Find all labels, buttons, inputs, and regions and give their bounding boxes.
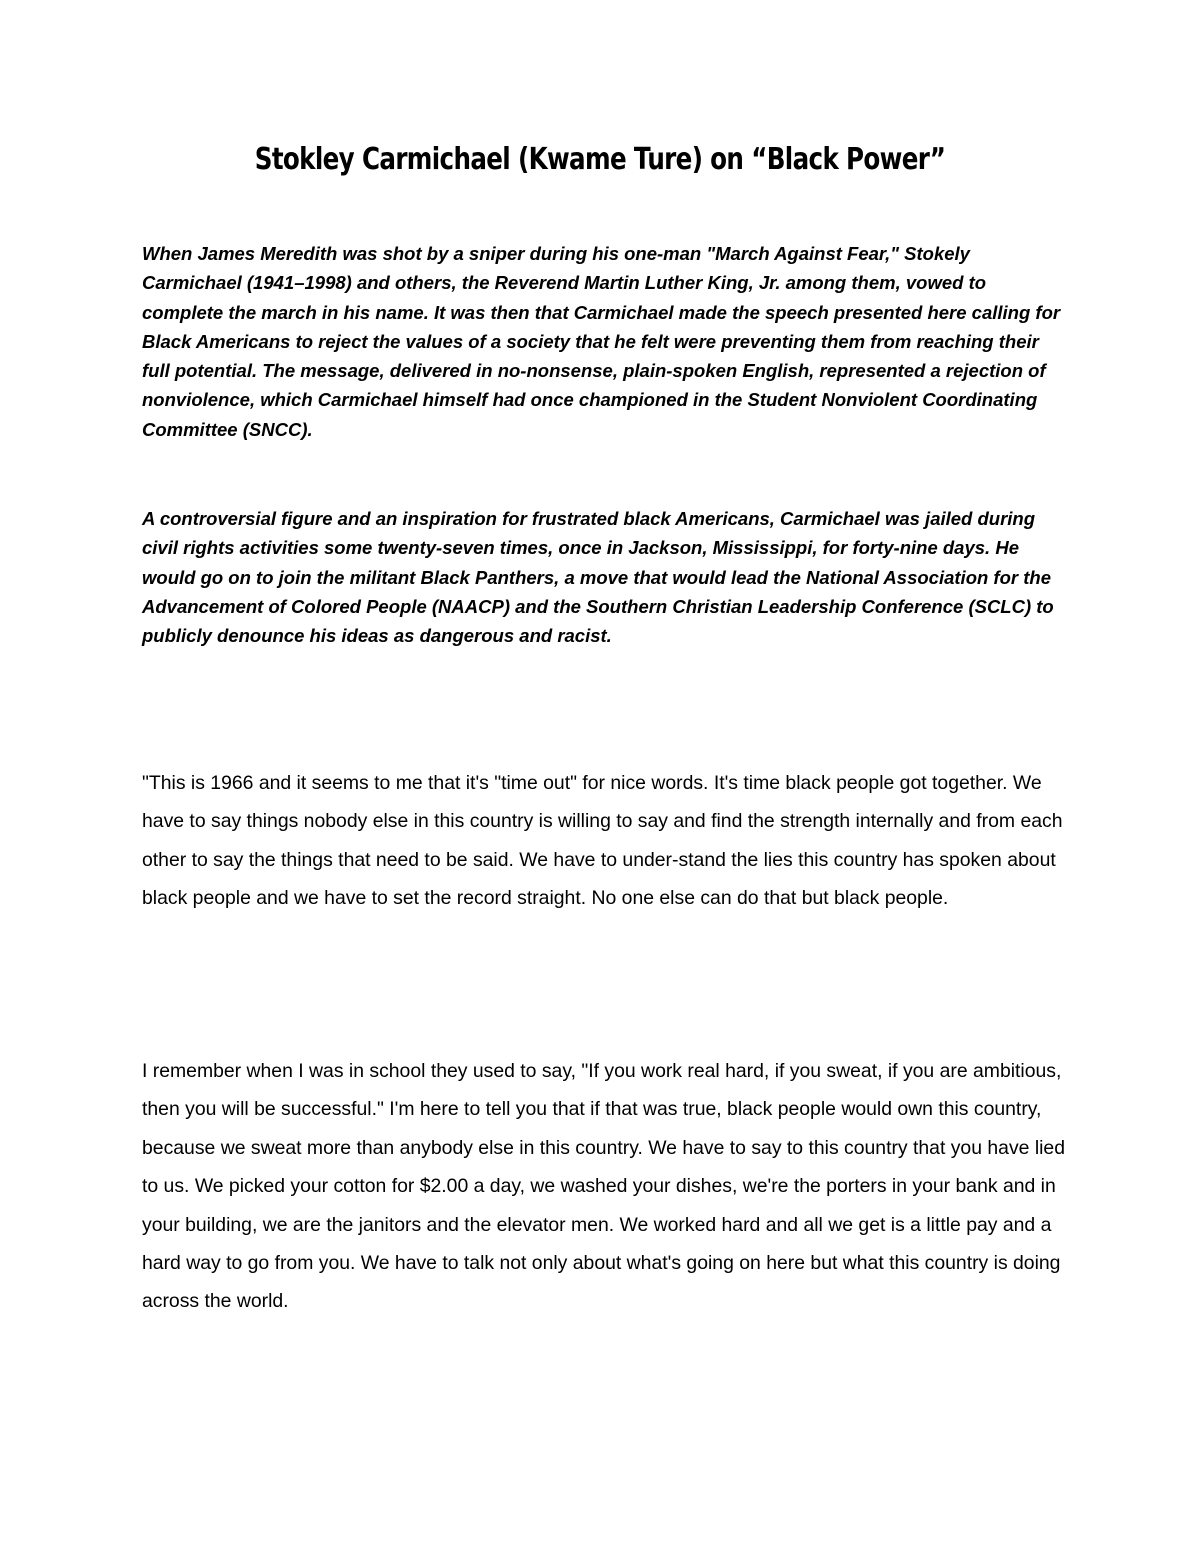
intro-paragraph-meredith: When James Meredith was shot by a sniper during his one-man "March Against Fear," Stokely Carmichael (1941–1998) and others, the Reverend Martin Luther King, Jr. among them, vowed to complete the march in his name. It was then that Carmichael made the speech presented here calling for Black Americans to reject the values of a society that he felt were preventing them from reaching their full potential. The message, delivered in no-nonsense, plain-spoken English, represented a rejection of nonviolence, which Carmichael himself had once championed in the Student Nonviolent Coordinating Committee (SNCC).	[142, 243, 1061, 440]
document-title: Stokley Carmichael (Kwame Ture) on “Black Power”	[254, 142, 946, 177]
speech-paragraph-school: I remember when I was in school they used to say, "If you work real hard, if you sweat, if you are ambitious, then you will be successful." I'm here to tell you that if that was true, black people would own this country, because we sweat more than anybody else in this country. We have to say to this country that you have lied to us. We picked your cotton for $2.00 a day, we washed your dishes, we're the porters in your bank and in your building, we are the janitors and the elevator men. We worked hard and all we get is a little pay and a hard way to go from you. We have to talk not only about what's going on here but what this country is doing across the world.	[142, 1060, 1066, 1313]
intro-paragraph-controversy: A controversial figure and an inspiration for frustrated black Americans, Carmichael was jailed during civil rights activities some twenty-seven times, once in Jackson, Mississippi, for forty-nine days. He would go on to join the militant Black Panthers, a move that would lead the National Association for the Advancement of Colored People (NAACP) and the Southern Christian Leadership Conference (SCLC) to publicly denounce his ideas as dangerous and racist.	[142, 508, 1054, 647]
speech-paragraph-time-out: "This is 1966 and it seems to me that it's "time out" for nice words. It's time black people got together. We have to say things nobody else in this country is willing to say and find the strength internally and from each other to say the things that need to be said. We have to under-stand the lies this country has spoken about black people and we have to set the record straight. No one else can do that but black people.	[142, 772, 1063, 910]
